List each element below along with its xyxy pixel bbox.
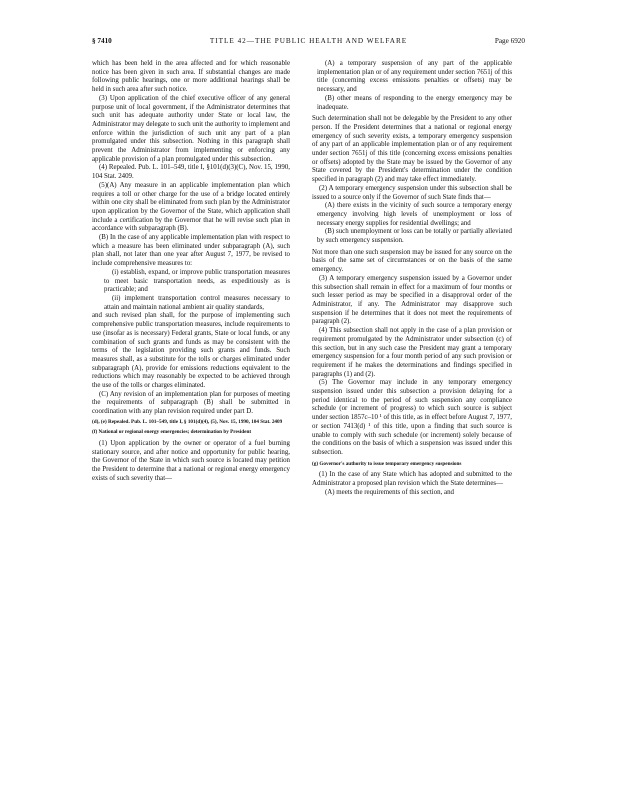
paragraph: (4) This subsection shall not apply in the case of a plan provision or requirement promulgated by the Administrator under subsection (c) of this section, but in any such case the President may grant a temporary emergency suspension for a four month period of any such provision or requirement if he makes the determinations and findings specified in paragraphs (1) and (2).	[312, 327, 512, 378]
paragraph: (C) Any revision of an implementation plan for purposes of meeting the requirements of subparagraph (B) shall be submitted in coordination with any plan revision required under part D.	[92, 390, 290, 416]
clause-item: (A) there exists in the vicinity of such source a temporary energy emergency involving high levels of unemployment or loss of necessary energy supplies for residential dwellings; and	[317, 202, 512, 227]
page-number: Page 6920	[494, 37, 525, 45]
paragraph: (5)(A) Any measure in an applicable implementation plan which requires a toll or other charge for the use of a bridge located entirely within one city shall be eliminated from such plan by the Administrator upon application by the Governor of the State, which application shall include a certification by the Governor that he will revise such plan in accordance with subparagraph (B).	[92, 181, 290, 233]
repealed-heading: (d), (e) Repealed. Pub. L. 101–549, title I, § 101(d)(4), (5), Nov. 15, 1990, 104 Stat. 2409	[92, 418, 283, 425]
paragraph: (1) Upon application by the owner or operator of a fuel burning stationary source, and after notice and opportunity for public hearing, the Governor of the State in which such source is located may petition the President to determine that a national or regional energy emergency exists of such severity that—	[92, 439, 290, 482]
paragraph: (B) In the case of any applicable implementation plan with respect to which a measure has been eliminated under subparagraph (A), such plan shall, not later than one year after August 7, 1977, be revised to include comprehensive measures to:	[92, 234, 290, 268]
clause-item: (i) establish, expand, or improve public transportation measures to meet basic transportation needs, as expeditiously as is practicable; and	[104, 268, 290, 294]
section-reference: § 7410	[92, 37, 112, 45]
clause-item: (ii) implement transportation control measures necessary to attain and maintain national ambient air quality standards,	[104, 294, 290, 311]
running-title: TITLE 42—THE PUBLIC HEALTH AND WELFARE	[209, 37, 408, 45]
paragraph: and such revised plan shall, for the purpose of implementing such comprehensive public transportation measures, include requirements to use (insofar as is necessary) Federal grants, State or local funds, or any combination of such grants and funds as may be consistent with the terms of the legislation providing such grants and funds. Such measures shall, as a substitute for the tolls or charges eliminated under subparagraph (A), provide for emissions reductions equivalent to the reductions which may reasonably be expected to be achieved through the use of the tolls or charges eliminated.	[92, 312, 290, 390]
right-text-column	[312, 60, 512, 497]
paragraph: (5) The Governor may include in any temporary emergency suspension issued under this subsection a provision delaying for a period identical to the period of such suspension any compliance schedule (or increment of progress) to which such source is subject under section 1857c–10 ¹ of this title, as in effect before August 7, 1977, or section 7413(d) ¹ of this title, upon a finding that such source is unable to comply with such schedule (or increment) solely because of the conditions on the basis of which a suspension was issued under this subsection.	[312, 379, 512, 456]
subsection-heading: (f) National or regional energy emergencies; determination by President	[92, 429, 252, 436]
subsection-heading: (g) Governor's authority to issue temporary emergency suspensions	[312, 460, 462, 467]
left-text-column	[92, 60, 290, 483]
clause-item: (A) meets the requirements of this section, and	[325, 488, 454, 496]
paragraph: (2) A temporary emergency suspension under this subsection shall be issued to a source only if the Governor of such State finds that—	[312, 184, 512, 201]
paragraph: (3) A temporary emergency suspension issued by a Governor under this subsection shall remain in effect for a maximum of four months or such lesser period as may be specified in a disapproval order of the Administrator, if any. The Administrator may disapprove such suspension if he determines that it does not meet the requirements of paragraph (2).	[312, 274, 512, 326]
paragraph: (3) Upon application of the chief executive officer of any general purpose unit of local government, if the Administrator determines that such unit has adequate authority under State or local law, the Administrator may delegate to such unit the authority to implement and enforce within the jurisdiction of such unit any part of a plan promulgated under this subsection. Nothing in this paragraph shall prevent the Administrator from implementing or enforcing any applicable provision of a plan promulgated under this subsection.	[92, 94, 290, 163]
paragraph: Not more than one such suspension may be issued for any source on the basis of the same set of circumstances or on the basis of the same emergency.	[312, 248, 512, 274]
paragraph: which has been held in the area affected and for which reasonable notice has been given in such area. If substantial changes are made following public hearings, one or more additional hearings shall be held in such area after such notice.	[92, 60, 290, 94]
clause-item: (B) such unemployment or loss can be totally or partially alleviated by such emergency suspension.	[317, 228, 512, 245]
paragraph: (1) In the case of any State which has adopted and submitted to the Administrator a proposed plan revision which the State determines—	[312, 471, 512, 487]
paragraph: Such determination shall not be delegable by the President to any other person. If the President determines that a national or regional energy emergency of such severity exists, a temporary emergency suspension of any part of an applicable implementation plan or of any requirement under section 7651j of this title (concerning excess emissions penalties or offsets) adopted by the State may be issued by the Governor of any State covered by the President's determination under the condition specified in paragraph (2) and may take effect immediately.	[312, 115, 512, 184]
paragraph: (4) Repealed. Pub. L. 101–549, title I, §101(d)(3)(C), Nov. 15, 1990, 104 Stat. 2409.	[92, 164, 290, 181]
clause-item: (B) other means of responding to the energy emergency may be inadequate.	[317, 94, 512, 111]
page-header	[92, 37, 525, 49]
clause-item: (A) a temporary suspension of any part of the applicable implementation plan or of any requirement under section 7651j of this title (concerning excess emissions penalties or offsets) may be necessary, and	[317, 60, 512, 94]
